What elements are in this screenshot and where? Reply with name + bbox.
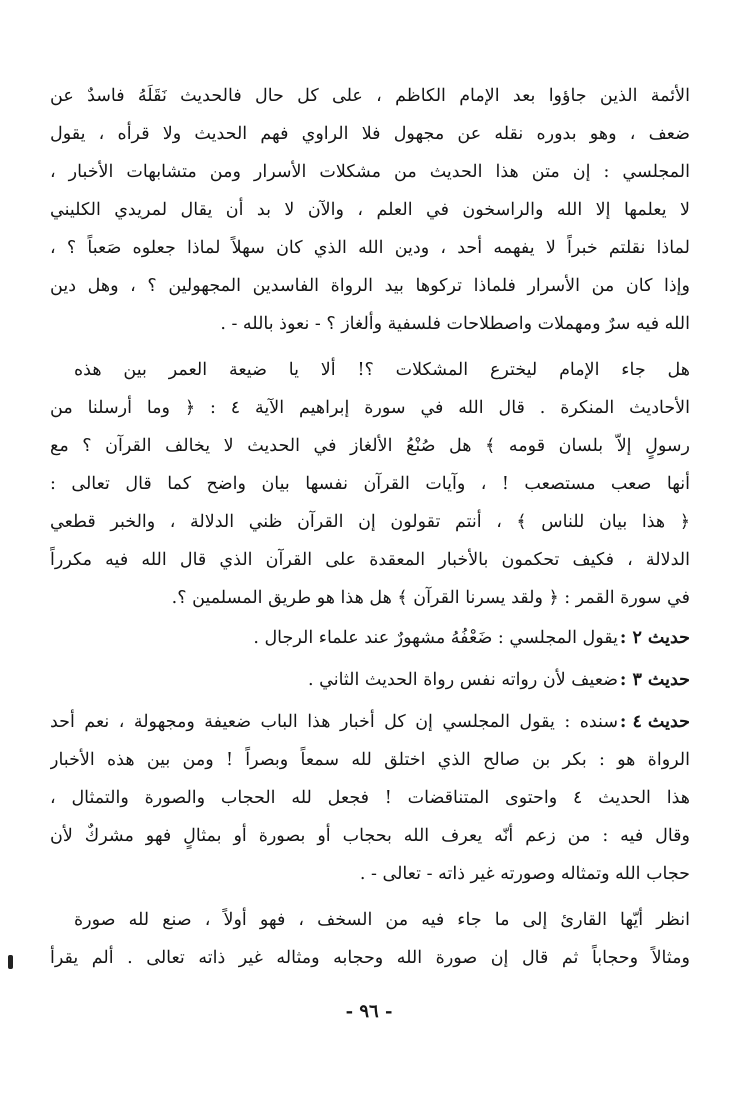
paragraph2-line-7: في سورة القمر : ﴿ ولقد يسرنا القرآن ﴾ هل هذا هو طريق المسلمين ؟. [171,588,690,608]
page-number: - ٩٦ - [345,1001,393,1022]
paragraph1-line-1: الأئمة الذين جاؤوا بعد الإمام الكاظم ، على كل حال فالحديث نَقَلَهُ فاسدٌ عن [50,86,690,106]
margin-mark [8,955,13,969]
hadith4-label: حديث ٤ : [619,712,690,732]
paragraph1-line-3: المجلسي : إن متن هذا الحديث من مشكلات الأسرار ومن متشابهات الأخبار ، [50,162,690,182]
hadith4-line-4: وقال فيه : من زعم أنّه يعرف الله بحجاب أو بصورة أو بمثالٍ فهو مشركٌ لأن [50,826,690,846]
hadith4-line-1: سنده : يقول المجلسي إن كل أخبار هذا الباب ضعيفة ومجهولة ، نعم أحد [50,712,618,732]
paragraph1-line-7: الله فيه سرٌ ومهملات واصطلاحات فلسفية وألغاز ؟ - نعوذ بالله - . [220,314,690,334]
hadith4-line-2: الرواة هو : بكر بن صالح الذي اختلق لله سمعاً وبصراً ! ومن بين هذه الأخبار [50,750,690,770]
paragraph2-line-1: هل جاء الإمام ليخترع المشكلات ؟! ألا يا ضيعة العمر بين هذه [74,360,690,380]
hadith3-label: حديث ٣ : [619,670,690,690]
paragraph3-line-2: ومثالاً وحجاباً ثم قال إن صورة الله وحجابه ومثاله غير ذاته تعالى . ألم يقرأ [50,948,690,968]
paragraph2-line-2: الأحاديث المنكرة . قال الله في سورة إبراهيم الآية ٤ : ﴿ وما أرسلنا من [50,398,690,418]
paragraph1-line-2: ضعف ، وهو بدوره نقله عن مجهول فلا الراوي فهم الحديث ولا قرأه ، يقول [50,124,690,144]
paragraph3-line-1: انظر أيّها القارئ إلى ما جاء فيه من السخف ، فهو أولاً ، صنع لله صورة [74,910,690,930]
paragraph2-line-4: أنها صعب مستصعب ! ، وآيات القرآن نفسها بيان واضح كما قال تعالى : [50,474,690,494]
paragraph1-line-4: لا يعلمها إلا الله والراسخون في العلم ، والآن لا بد أن يقال لمريدي الكليني [50,200,690,220]
hadith4-line-3: هذا الحديث ٤ واحتوى المتناقضات ! فجعل لله الحجاب والصورة والتمثال ، [50,788,690,808]
hadith4-line-5: حجاب الله وتمثاله وصورته غير ذاته - تعالى - . [359,864,690,884]
paragraph2-line-5: ﴿ هذا بيان للناس ﴾ ، أنتم تقولون إن القرآن ظني الدلالة ، والخبر قطعي [50,512,690,532]
paragraph2-line-3: رسولٍ إلاّ بلسان قومه ﴾ هل صُنْعُ الألغاز في الحديث لا يخالف القرآن ؟ مع [50,436,690,456]
hadith2-label: حديث ٢ : [619,628,690,648]
hadith2-text: يقول المجلسي : ضَعْفُهُ مشهورٌ عند علماء الرجال . [253,628,618,648]
paragraph1-line-6: وإذا كان من الأسرار فلماذا تركوها بيد الرواة الفاسدين المجهولين ؟ ، وهل دين [50,276,690,296]
paragraph1-line-5: لماذا نقلتم خبراً لا يفهمه أحد ، ودين الله الذي كان سهلاً لماذا جعلوه صَعباً ؟ ، [50,238,690,258]
paragraph2-line-6: الدلالة ، فكيف تحكمون بالأخبار المعقدة على القرآن الذي قال الله فيه مكرراً [50,550,690,570]
hadith3-text: ضعيف لأن رواته نفس رواة الحديث الثاني . [307,670,618,690]
